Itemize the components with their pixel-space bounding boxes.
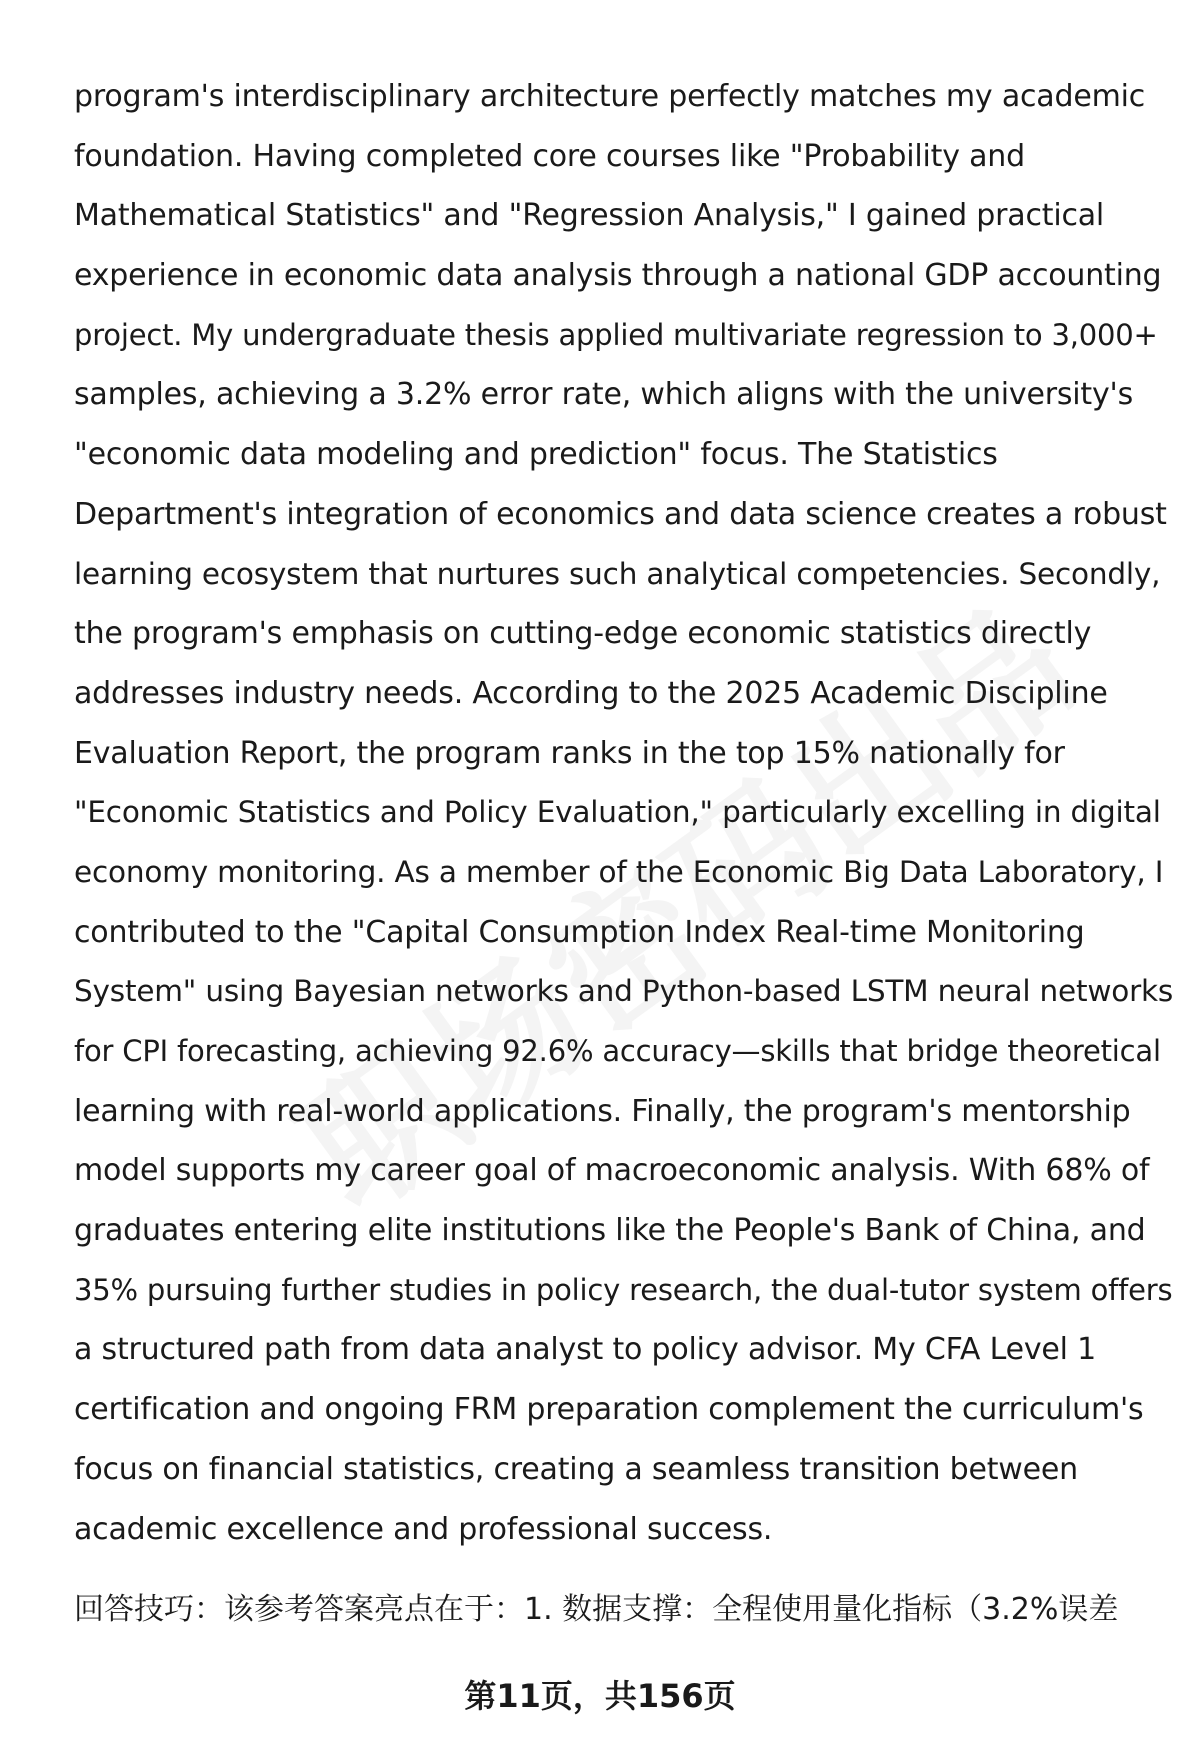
paragraph-line: samples, achieving a 3.2% error rate, which aligns with the university's (74, 377, 1134, 413)
paragraph-line: focus on financial statistics, creating a seamless transition between (74, 1451, 1078, 1487)
paragraph-line: for CPI forecasting, achieving 92.6% accuracy—skills that bridge theoretical (74, 1034, 1161, 1068)
paragraph-line: program's interdisciplinary architecture perfectly matches my academic (74, 79, 1146, 114)
paragraph-line: 35% pursuing further studies in policy research, the dual-tutor system offers (74, 1272, 1173, 1307)
paragraph-line: certification and ongoing FRM preparation complement the curriculum's (74, 1392, 1144, 1428)
paragraph-line: Evaluation Report, the program ranks in the top 15% nationally for (74, 735, 1065, 771)
answer-tip: 回答技巧：该参考答案亮点在于：1. 数据支撑：全程使用量化指标（3.2%误差 (74, 1592, 1119, 1627)
paragraph-line: Mathematical Statistics" and "Regression Analysis," I gained practical (74, 198, 1105, 234)
paragraph-line: learning ecosystem that nurtures such analytical competencies. Secondly, (74, 556, 1161, 591)
paragraph-line: model supports my career goal of macroeconomic analysis. With 68% of (74, 1153, 1150, 1189)
paragraph-line: graduates entering elite institutions like the People's Bank of China, and (74, 1213, 1146, 1249)
paragraph-line: academic excellence and professional success. (74, 1511, 773, 1547)
paragraph-line: a structured path from data analyst to policy advisor. My CFA Level 1 (74, 1332, 1096, 1368)
paragraph-line: economy monitoring. As a member of the Economic Big Data Laboratory, I (74, 854, 1164, 889)
paragraph-line: contributed to the "Capital Consumption Index Real-time Monitoring (74, 914, 1085, 950)
paragraph-line: foundation. Having completed core courses like "Probability and (74, 138, 1025, 174)
paragraph-line: addresses industry needs. According to the 2025 Academic Discipline (74, 675, 1108, 711)
paragraph-line: "Economic Statistics and Policy Evaluation," particularly excelling in digital (74, 795, 1161, 830)
paragraph-line: Department's integration of economics and data science creates a robust (74, 496, 1167, 532)
paragraph-line: learning with real-world applications. Finally, the program's mentorship (74, 1093, 1131, 1129)
paragraph-line: project. My undergraduate thesis applied multivariate regression to 3,000+ (74, 317, 1158, 352)
answer-paragraph (74, 67, 1174, 1559)
paragraph-line: "economic data modeling and prediction" focus. The Statistics (74, 437, 998, 473)
page-number: 第11页，共156页 (464, 1677, 736, 1715)
paragraph-line: experience in economic data analysis through a national GDP accounting (74, 258, 1162, 294)
paragraph-line: System" using Bayesian networks and Python-based LSTM neural networks (74, 974, 1174, 1009)
paragraph-line: the program's emphasis on cutting-edge economic statistics directly (74, 616, 1092, 652)
